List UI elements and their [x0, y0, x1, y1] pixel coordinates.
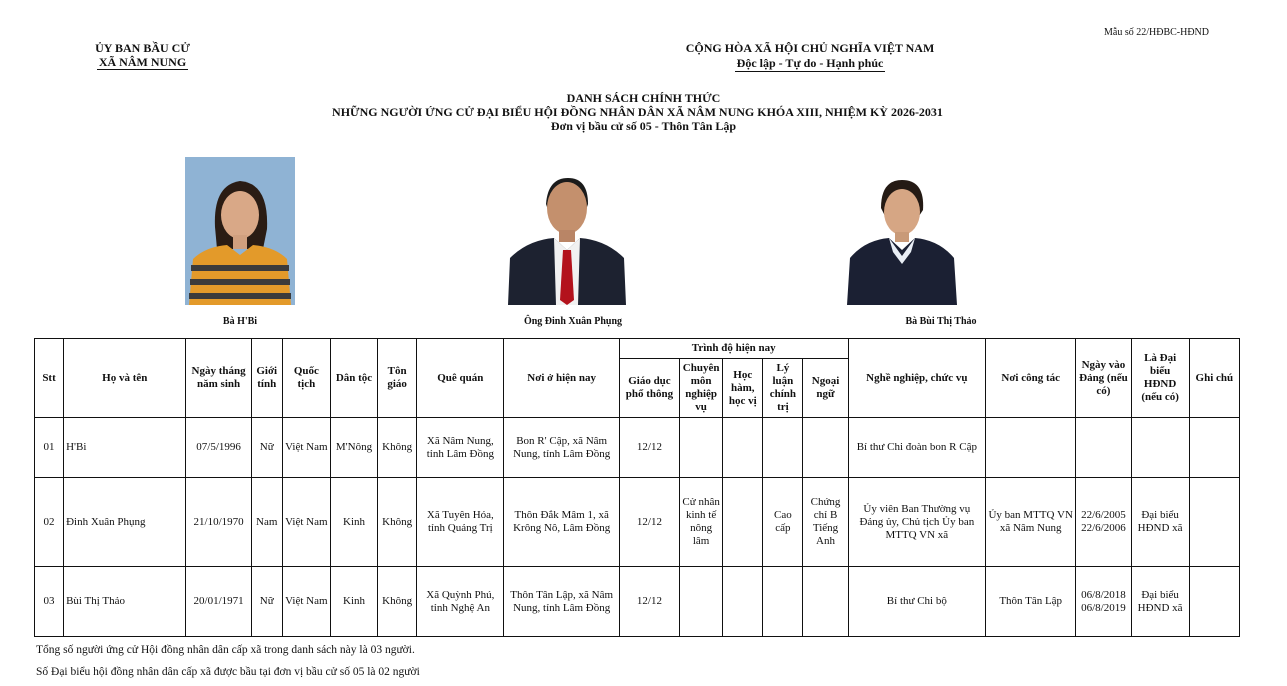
table-row	[35, 418, 1240, 478]
cell-foreign-lang: Chứng chỉ B Tiếng Anh	[803, 478, 848, 567]
cell-general-edu: 12/12	[619, 418, 679, 478]
cell-name: Đinh Xuân Phụng	[64, 478, 186, 567]
cell-is-delegate	[1131, 418, 1189, 478]
cell-stt: 01	[35, 418, 64, 478]
cell-note	[1189, 567, 1239, 637]
cell-dob: 21/10/1970	[186, 478, 251, 567]
col-name: Họ và tên	[64, 339, 186, 418]
cell-gender: Nữ	[251, 567, 282, 637]
cell-gender: Nam	[251, 478, 282, 567]
cell-occupation: Ủy viên Ban Thường vụ Đảng ủy, Chủ tịch Ủy ban MTTQ VN xã	[848, 478, 985, 567]
candidate-photo-3-caption: Bà Bùi Thị Thảo	[905, 316, 977, 327]
cell-foreign-lang	[803, 567, 848, 637]
cell-ethnicity: M'Nông	[330, 418, 377, 478]
cell-nationality: Việt Nam	[282, 418, 330, 478]
cell-hometown: Xã Nâm Nung, tỉnh Lâm Đồng	[417, 418, 504, 478]
cell-hometown: Xã Tuyên Hóa, tỉnh Quảng Trị	[417, 478, 504, 567]
cell-nationality: Việt Nam	[282, 567, 330, 637]
cell-gender: Nữ	[251, 418, 282, 478]
col-hometown: Quê quán	[417, 339, 504, 418]
cell-residence: Thôn Đắk Mâm 1, xã Krông Nô, Lâm Đồng	[504, 478, 619, 567]
national-motto-block	[630, 41, 990, 72]
cell-general-edu: 12/12	[619, 478, 679, 567]
cell-workplace: Ủy ban MTTQ VN xã Nâm Nung	[986, 478, 1076, 567]
cell-occupation: Bí thư Chi bộ	[848, 567, 985, 637]
cell-note	[1189, 418, 1239, 478]
cell-party-date: 06/8/2018 06/8/2019	[1076, 567, 1131, 637]
col-general-edu: Giáo dục phổ thông	[619, 359, 679, 418]
col-religion: Tôn giáo	[378, 339, 417, 418]
cell-residence: Bon R' Cập, xã Nâm Nung, tỉnh Lâm Đồng	[504, 418, 619, 478]
document-titles	[0, 91, 1287, 133]
cell-workplace: Thôn Tân Lập	[986, 567, 1076, 637]
col-is-delegate: Là Đại biểu HĐND (nếu có)	[1131, 339, 1189, 418]
cell-note	[1189, 478, 1239, 567]
col-occupation: Nghề nghiệp, chức vụ	[848, 339, 985, 418]
form-code: Mẫu số 22/HĐBC-HĐND	[1104, 27, 1209, 38]
cell-stt: 03	[35, 567, 64, 637]
cell-hometown: Xã Quỳnh Phú, tỉnh Nghệ An	[417, 567, 504, 637]
title-line-3: Đơn vị bầu cử số 05 - Thôn Tân Lập	[550, 119, 737, 133]
candidate-photo-1-caption: Bà H'Bi	[222, 316, 258, 327]
cell-general-edu: 12/12	[619, 567, 679, 637]
cell-foreign-lang	[803, 418, 848, 478]
country-name: CỘNG HÒA XÃ HỘI CHỦ NGHĨA VIỆT NAM	[685, 41, 935, 55]
cell-dob: 07/5/1996	[186, 418, 251, 478]
issuer-line-1: ỦY BAN BẦU CỬ	[95, 41, 190, 55]
cell-name: Bùi Thị Thảo	[64, 567, 186, 637]
candidate-table	[34, 338, 1240, 637]
col-academic: Học hàm, học vị	[723, 359, 763, 418]
footer-total-candidates: Tổng số người ứng cử Hội đồng nhân dân cấp xã trong danh sách này là 03 người.	[36, 644, 415, 656]
candidate-photo-3	[847, 172, 957, 305]
footer-delegates-elected: Số Đại biểu hội đồng nhân dân cấp xã được bầu tại đơn vị bầu cử số 05 là 02 người	[36, 666, 420, 678]
cell-workplace	[986, 418, 1076, 478]
cell-ethnicity: Kinh	[330, 478, 377, 567]
cell-professional	[680, 567, 723, 637]
col-professional: Chuyên môn nghiệp vụ	[680, 359, 723, 418]
cell-political	[763, 418, 803, 478]
cell-ethnicity: Kinh	[330, 567, 377, 637]
cell-stt: 02	[35, 478, 64, 567]
col-political: Lý luận chính trị	[763, 359, 803, 418]
col-dob: Ngày tháng năm sinh	[186, 339, 251, 418]
cell-dob: 20/01/1971	[186, 567, 251, 637]
cell-academic	[723, 418, 763, 478]
cell-political: Cao cấp	[763, 478, 803, 567]
cell-professional: Cử nhân kinh tế nông lâm	[680, 478, 723, 567]
cell-religion: Không	[378, 567, 417, 637]
cell-political	[763, 567, 803, 637]
cell-is-delegate: Đại biểu HĐND xã	[1131, 478, 1189, 567]
table-row	[35, 478, 1240, 567]
cell-occupation: Bí thư Chi đoàn bon R Cập	[848, 418, 985, 478]
cell-party-date	[1076, 418, 1131, 478]
cell-party-date: 22/6/2005 22/6/2006	[1076, 478, 1131, 567]
col-workplace: Nơi công tác	[986, 339, 1076, 418]
title-line-2: NHỮNG NGƯỜI ỨNG CỬ ĐẠI BIỂU HỘI ĐỒNG NHÂN DÂN XÃ NÂM NUNG KHÓA XIII, NHIỆM KỲ 2026-2031	[332, 105, 943, 119]
issuer-line-2: XÃ NÂM NUNG	[98, 55, 187, 69]
col-stt: Stt	[35, 339, 64, 418]
issuer-block	[60, 41, 225, 70]
col-ethnicity: Dân tộc	[330, 339, 377, 418]
cell-is-delegate: Đại biểu HĐND xã	[1131, 567, 1189, 637]
table-row	[35, 567, 1240, 637]
col-nationality: Quốc tịch	[282, 339, 330, 418]
candidate-photo-2	[508, 170, 626, 305]
cell-professional	[680, 418, 723, 478]
candidate-photo-2-caption: Ông Đinh Xuân Phụng	[523, 316, 623, 327]
cell-residence: Thôn Tân Lập, xã Nâm Nung, tỉnh Lâm Đồng	[504, 567, 619, 637]
cell-academic	[723, 567, 763, 637]
candidate-photo-1	[185, 157, 295, 305]
motto: Độc lập - Tự do - Hạnh phúc	[736, 56, 884, 70]
col-group-education: Trình độ hiện nay	[619, 339, 848, 359]
col-note: Ghi chú	[1189, 339, 1239, 418]
cell-nationality: Việt Nam	[282, 478, 330, 567]
cell-academic	[723, 478, 763, 567]
title-line-1: DANH SÁCH CHÍNH THỨC	[566, 91, 721, 105]
col-residence: Nơi ở hiện nay	[504, 339, 619, 418]
col-foreign-lang: Ngoại ngữ	[803, 359, 848, 418]
cell-religion: Không	[378, 478, 417, 567]
col-gender: Giới tính	[251, 339, 282, 418]
cell-name: H'Bi	[64, 418, 186, 478]
cell-religion: Không	[378, 418, 417, 478]
col-party-date: Ngày vào Đảng (nếu có)	[1076, 339, 1131, 418]
